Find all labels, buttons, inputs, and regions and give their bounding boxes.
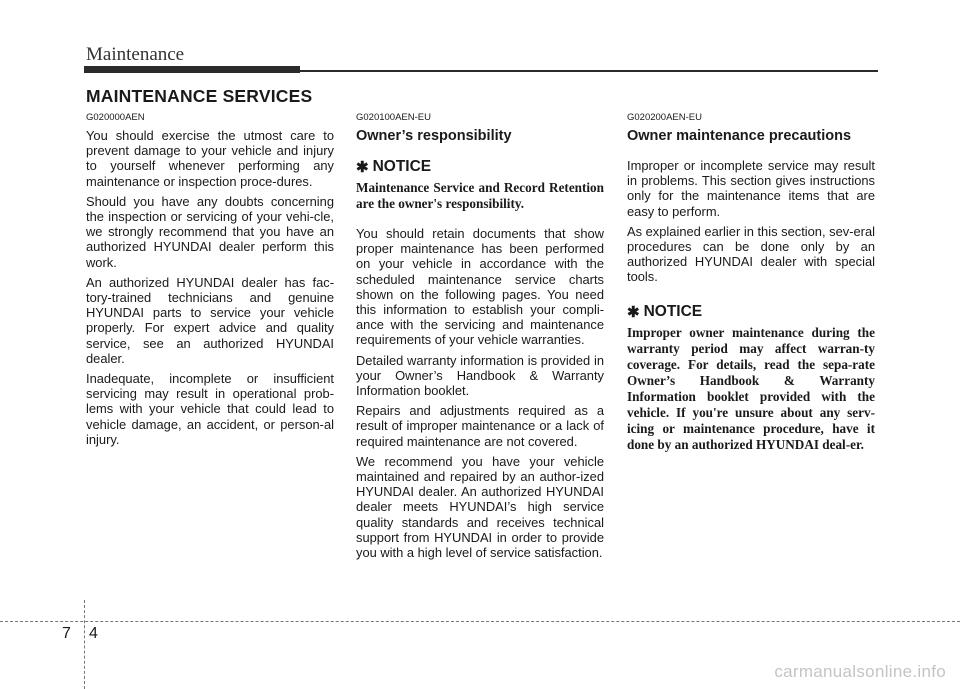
column-3	[627, 112, 875, 467]
paragraph: You should retain documents that show proper maintenance has been performed on your vehicle in accordance with the scheduled maintenance service charts shown on the following pages. You need this information to establish your compli-ance with the servicing and maintenance requirements of your vehicle warranties.	[356, 226, 604, 348]
header-title: Maintenance	[86, 44, 185, 65]
paragraph: Detailed warranty information is provided in your Owner’s Handbook & Warranty Information booklet.	[356, 352, 604, 399]
subheading-owners-responsibility: Owner’s responsibility	[356, 128, 512, 144]
notice-label: NOTICE	[372, 158, 432, 175]
paragraph: Improper or incomplete service may result in problems. This section gives instructions only for the maintenance items that are easy to perform.	[627, 158, 875, 219]
paragraph: An authorized HYUNDAI dealer has fac-tory-trained technicians and genuine HYUNDAI parts to service your vehicle properly. For expert advice and quality service, see an authorized HYUNDAI dealer.	[86, 274, 334, 366]
notice-heading	[356, 158, 604, 176]
paragraph: Repairs and adjustments required as a result of improper maintenance or a lack of required maintenance are not covered.	[356, 403, 604, 449]
footer-vertical-divider	[84, 600, 85, 689]
paragraph: We recommend you have your vehicle maintained and repaired by an author-ized HYUNDAI dealer. An authorized HYUNDAI dealer meets HYUNDAI’s high service quality standards and receives technical support from HYUNDAI in order to provide you with a high level of service satisfaction.	[356, 453, 604, 561]
section-code: G020000AEN	[86, 112, 145, 123]
section-title: MAINTENANCE SERVICES	[86, 86, 313, 106]
section-code: G020200AEN-EU	[627, 112, 702, 123]
column-2	[356, 112, 604, 565]
page-number: 4	[89, 625, 98, 642]
section-code: G020100AEN-EU	[356, 112, 431, 123]
watermark: carmanualsonline.info	[774, 662, 946, 681]
notice-heading	[627, 303, 875, 321]
asterisk-icon: ✱	[356, 159, 369, 176]
paragraph: Should you have any doubts concerning the inspection or servicing of your vehi-cle, we strongly recommend that you have an authorized HYUNDAI dealer perform this work.	[86, 193, 334, 270]
notice-label: NOTICE	[643, 302, 703, 320]
header-rule-thick	[84, 66, 300, 73]
footer-divider	[0, 621, 960, 622]
chapter-number: 7	[62, 625, 71, 642]
paragraph: As explained earlier in this section, sev-eral procedures can be done only by an authorized HYUNDAI dealer with special tools.	[627, 223, 875, 285]
paragraph: You should exercise the utmost care to prevent damage to your vehicle and injury to yourself whenever performing any maintenance or inspection proce-dures.	[86, 128, 334, 189]
notice-text: Improper owner maintenance during the warranty period may affect warran-ty coverage. For details, read the sepa-rate Owner’s Handbook & Warranty Information booklet provided with the vehicle. If you're unsure about any serv-icing or maintenance procedure, have it done by an authorized HYUNDAI deal-er.	[627, 324, 875, 452]
column-1	[86, 112, 334, 452]
paragraph: Inadequate, incomplete or insufficient servicing may result in operational prob-lems with your vehicle that could lead to vehicle damage, an accident, or person-al injury.	[86, 371, 334, 447]
notice-text: Maintenance Service and Record Retention are the owner's responsibility.	[356, 180, 604, 211]
subheading-owner-maintenance-precautions: Owner maintenance precautions	[627, 128, 852, 144]
header-rule-thin	[300, 70, 878, 72]
asterisk-icon: ✱	[627, 303, 640, 321]
